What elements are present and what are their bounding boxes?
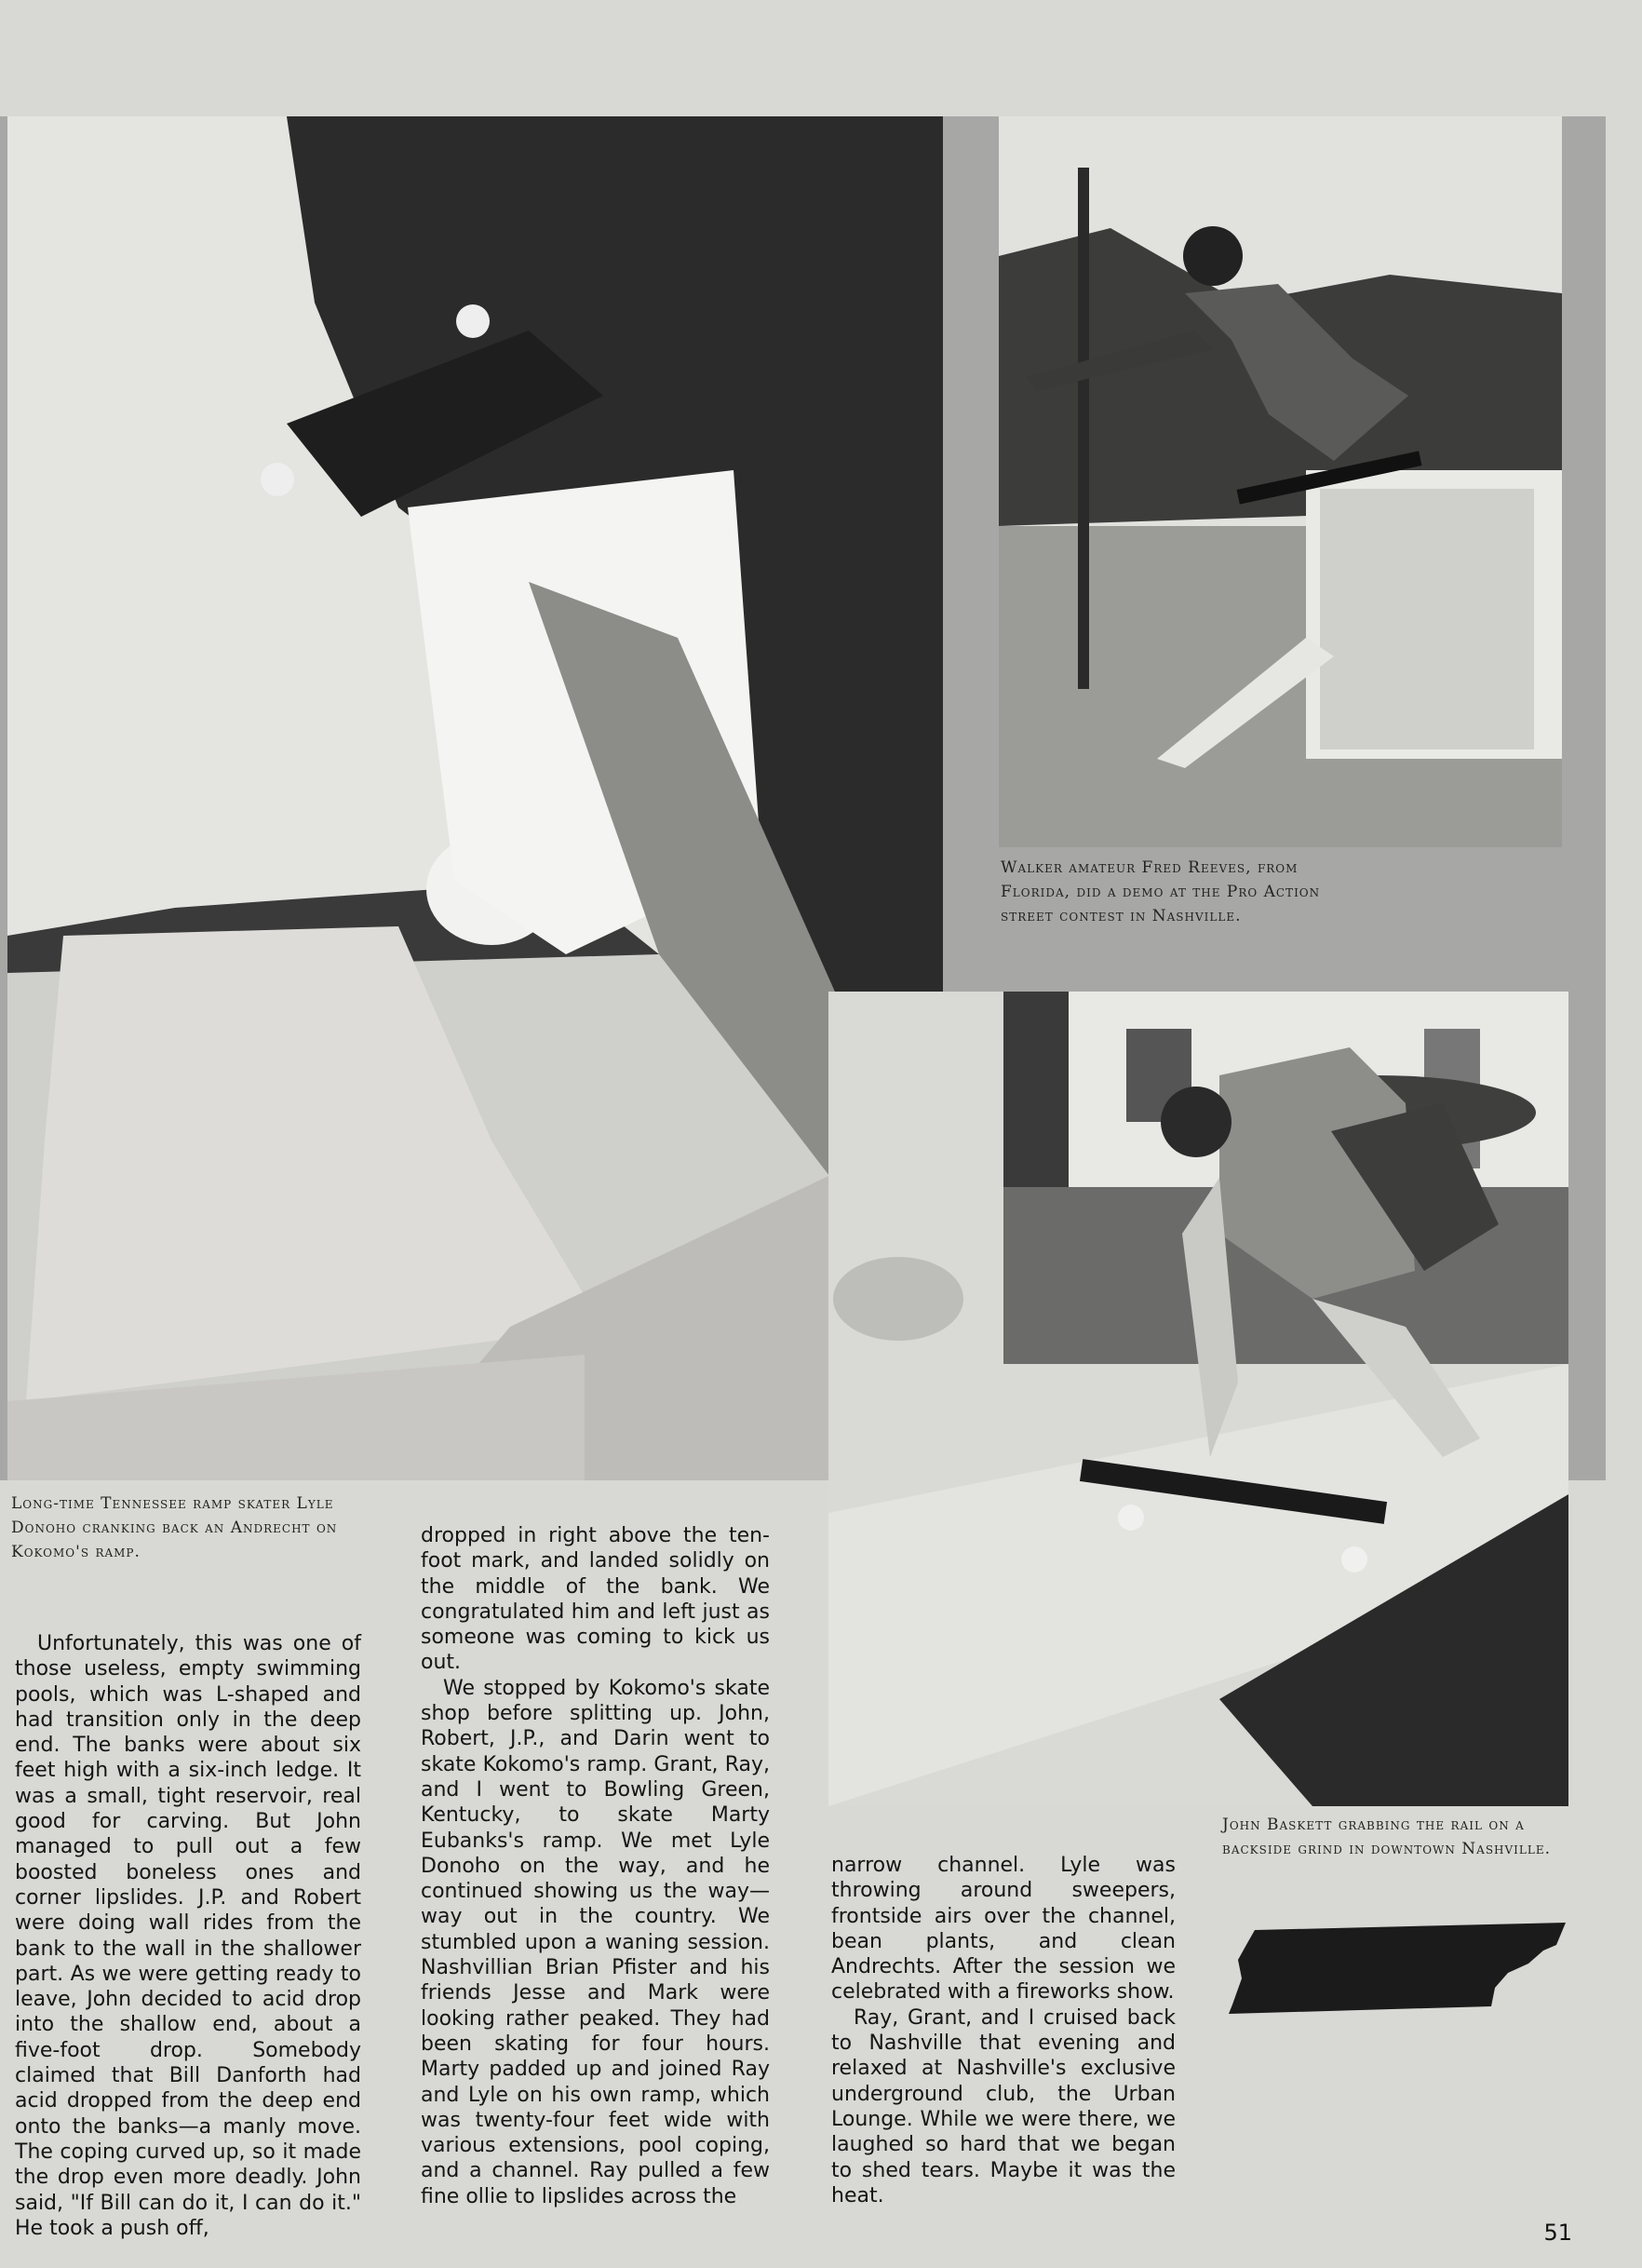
main-photo-ramp-skater xyxy=(7,116,943,1480)
bottom-right-photo-caption: John Baskett grabbing the rail on a backside grind in downtown Nashville. xyxy=(1222,1816,1552,1858)
main-photo-caption: Long-time Tennessee ramp skater Lyle Donoho cranking back an Andrecht on Kokomo's ramp. xyxy=(11,1494,338,1561)
article-paragraph: We stopped by Kokomo's skate shop before splitting up. John, Robert, J.P., and Darin went to skate Kokomo's ramp. Grant, Ray, and I went to Bowling Green, Kentucky, to skate Marty Eubanks's ramp. We met Lyle Donoho on the way, and he continued showing us the way—way out in the country. We stumbled upon a waning session. Nashvillian Brian Pfister and his friends Jesse and Mark were looking rather peaked. They had been skating for four hours. Marty padded up and joined Ray and Lyle on his own ramp, which was twenty-four feet wide with various extensions, pool coping, and a channel. Ray pulled a few fine ollie to lipslides across the xyxy=(421,1676,770,2208)
article-paragraph: Unfortunately, this was one of those useless, empty swimming pools, which was L-shaped and had transition only in the deep end. The banks were about six feet high with a six-inch ledge. It was a small, tight reservoir, real good for carving. But John managed to pull out a few boosted boneless ones and corner lipslides. J.P. and Robert were doing wall rides from the bank to the wall in the shallower part. As we were getting ready to leave, John decided to acid drop into the shallow end, about a five-foot drop. Somebody claimed that Bill Danforth had acid dropped from the deep end onto the banks—a manly move. The coping curved up, so it made the drop even more deadly. John said, "If Bill can do it, I can do it." He took a push off, xyxy=(15,1632,361,2240)
article-column-1 xyxy=(15,1631,361,2241)
article-paragraph: narrow channel. Lyle was throwing around sweepers, frontside airs over the channel, bean plants, and clean Andrechts. After the session we celebrated with a fireworks show. xyxy=(831,1854,1176,2005)
top-right-photo-caption: Walker amateur Fred Reeves, from Florida, did a demo at the Pro Action street contest in Nashville. xyxy=(1001,858,1321,925)
article-column-3 xyxy=(831,1853,1176,2208)
tennessee-state-silhouette xyxy=(1229,1923,1566,2016)
page-number: 51 xyxy=(1543,2220,1572,2246)
article-column-2 xyxy=(421,1523,770,2209)
bottom-right-photo-rail-grind xyxy=(828,992,1568,1806)
top-right-photo-street-skater xyxy=(999,116,1562,847)
article-paragraph: dropped in right above the ten-foot mark, and landed solidly on the middle of the bank. We congratulated him and left just as someone was coming to kick us out. xyxy=(421,1524,770,1675)
article-paragraph: Ray, Grant, and I cruised back to Nashville that evening and relaxed at Nashville's exclusive underground club, the Urban Lounge. While we were there, we laughed so hard that we began to shed tears. Maybe it was the heat. xyxy=(831,2005,1176,2207)
